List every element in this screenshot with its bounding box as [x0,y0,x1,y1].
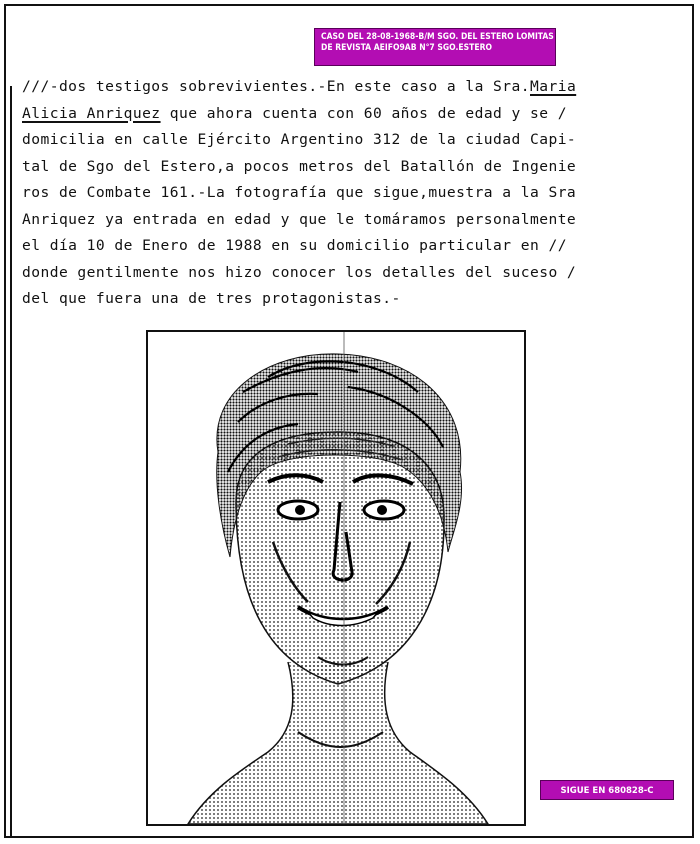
header-stamp-line-2: DE REVISTA AEIFO9AB N°7 SGO.ESTERO [321,43,492,53]
portrait-illustration [148,332,524,824]
text-segment: Anriquez ya entrada en edad y que le tomáramos personalmente [22,210,577,228]
text-line [22,154,682,181]
text-line [22,286,682,313]
text-line [22,233,682,260]
header-stamp-line-1: CASO DEL 28-08-1968-B/M SGO. DEL ESTERO LOMITAS [321,32,554,42]
text-line [22,101,682,128]
text-segment: ///-dos testigos sobrevivientes.-En este caso a la Sra. [22,78,530,95]
text-line [22,180,682,207]
text-segment: del que fuera una de tres protagonistas.- [22,290,401,307]
text-segment: que ahora cuenta con 60 años de edad y se / [160,104,567,122]
text-line [22,74,682,101]
text-segment: el día 10 de Enero de 1988 en su domicilio particular en // [22,237,567,254]
header-stamp [314,28,556,66]
text-line [22,127,682,154]
typed-text-block [22,74,682,313]
underlined-name: Maria [530,78,577,95]
text-line [22,207,682,234]
left-margin-rule [10,86,12,838]
portrait-photo [146,330,526,826]
text-segment: tal de Sgo del Estero,a pocos metros del Batallón de Ingenie [22,157,577,175]
underlined-name: Alicia Anriquez [22,104,161,122]
continuation-stamp: SIGUE EN 680828-C [540,780,674,800]
text-segment: donde gentilmente nos hizo conocer los detalles del suceso / [22,263,577,281]
text-line [22,260,682,287]
text-segment: ros de Combate 161.-La fotografía que sigue,muestra a la Sra [22,184,577,201]
text-segment: domicilia en calle Ejército Argentino 312 de la ciudad Capi- [22,131,577,148]
